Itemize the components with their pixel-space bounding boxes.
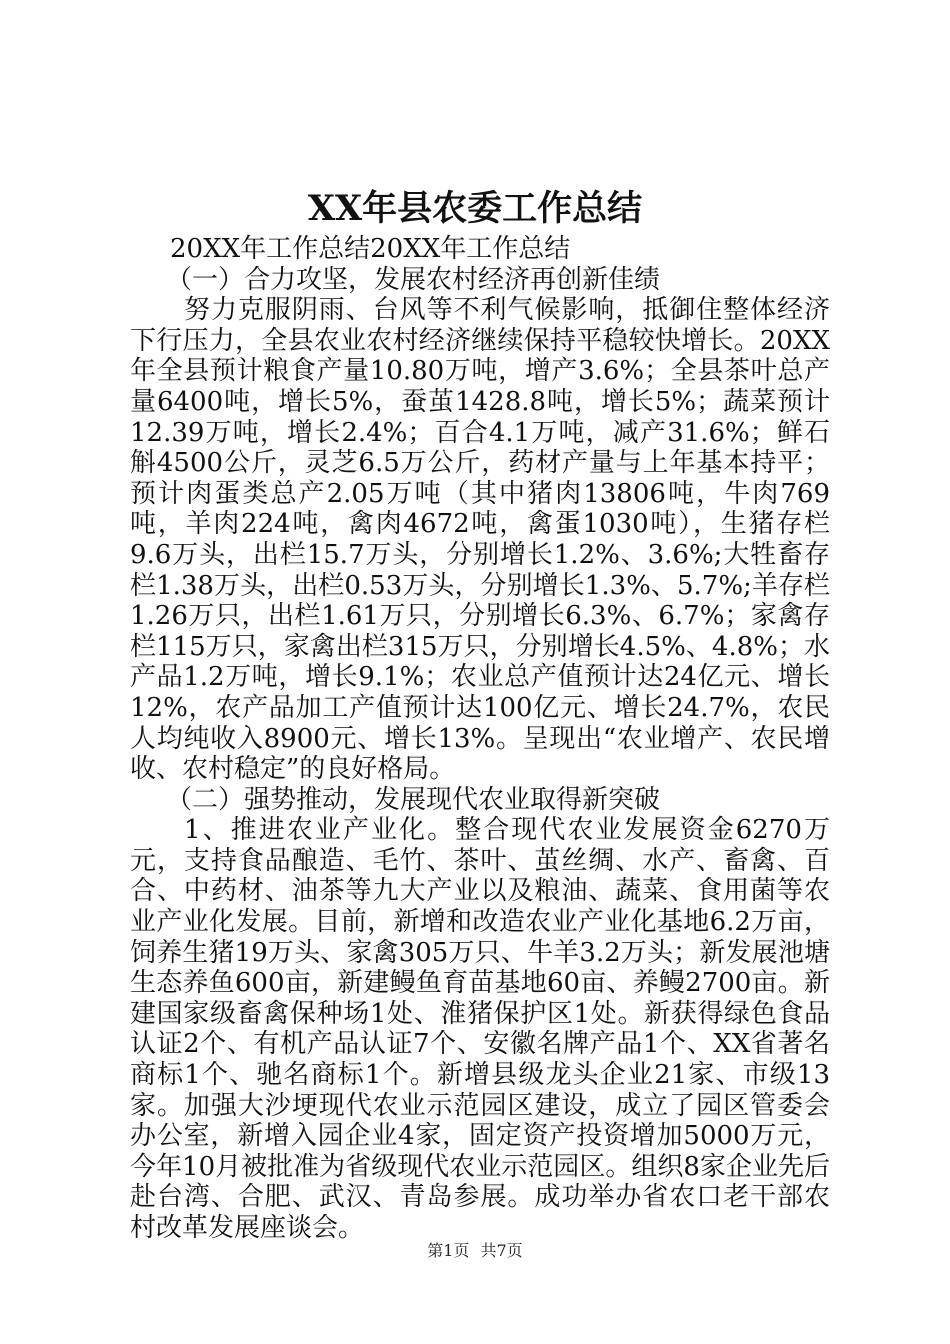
- page-footer: [0, 1241, 950, 1261]
- section-heading-1: （一）合力攻坚，发展农村经济再创新佳绩: [166, 264, 661, 295]
- section-paragraph-2: 1、推进农业产业化。整合现代农业发展资金6270万元，支持食品酿造、毛竹、茶叶、茧丝绸、水产、畜禽、百合、中药材、油茶等九大产业以及粮油、蔬菜、食用菌等农业产业化发展。目前，新增和改造农业产业化基地6.2万亩，饲养生猪19万头、家禽305万只、牛羊3.2万头；新发展池塘生态养鱼600亩，新建鳗鱼育苗基地60亩、养鳗2700亩。新建国家级畜禽保种场1处、淮猪保护区1处。新获得绿色食品认证2个、有机产品认证7个、安徽名牌产品1个、XX省著名商标1个、驰名商标1个。新增县级龙头企业21家、市级13家。加强大沙埂现代农业示范园区建设，成立了园区管委会办公室，新增入园企业4家，固定资产投资增加5000万元，今年10月被批准为省级现代农业示范园区。组织8家企业先后赴台湾、合肥、武汉、青岛参展。成功举办省农口老干部农村改革发展座谈会。: [130, 815, 830, 1243]
- document-title: XX年县农委工作总结: [307, 188, 643, 229]
- page-number-current: 第1页: [427, 1241, 470, 1260]
- document-body: [130, 234, 830, 1244]
- document-subtitle: 20XX年工作总结20XX年工作总结: [170, 234, 571, 264]
- page-number-total: 共7页: [480, 1241, 523, 1260]
- section-heading-2: （二）强势推动，发展现代农业取得新突破: [166, 784, 661, 815]
- section-paragraph-1: 努力克服阴雨、台风等不利气候影响，抵御住整体经济下行压力，全县农业农村经济继续保持平稳较快增长。20XX年全县预计粮食产量10.80万吨，增产3.6%；全县茶叶总产量6400吨，增长5%，蚕茧1428.8吨，增长5%；蔬菜预计12.39万吨，增长2.4%；百合4.1万吨，减产31.6%；鲜石斛4500公斤，灵芝6.5万公斤，药材产量与上年基本持平；预计肉蛋类总产2.05万吨（其中猪肉13806吨，牛肉769吨，羊肉224吨，禽肉4672吨，禽蛋1030吨），生猪存栏9.6万头，出栏15.7万头，分别增长1.2%、3.6%;大牲畜存栏1.38万头，出栏0.53万头，分别增长1.3%、5.7%;羊存栏1.26万只，出栏1.61万只，分别增长6.3%、6.7%；家禽存栏115万只，家禽出栏315万只，分别增长4.5%、4.8%；水产品1.2万吨，增长9.1%；农业总产值预计达24亿元、增长12%，农产品加工产值预计达100亿元、增长24.7%，农民人均纯收入8900元、增长13%。呈现出“农业增产、农民增收、农村稳定”的良好格局。: [130, 295, 830, 785]
